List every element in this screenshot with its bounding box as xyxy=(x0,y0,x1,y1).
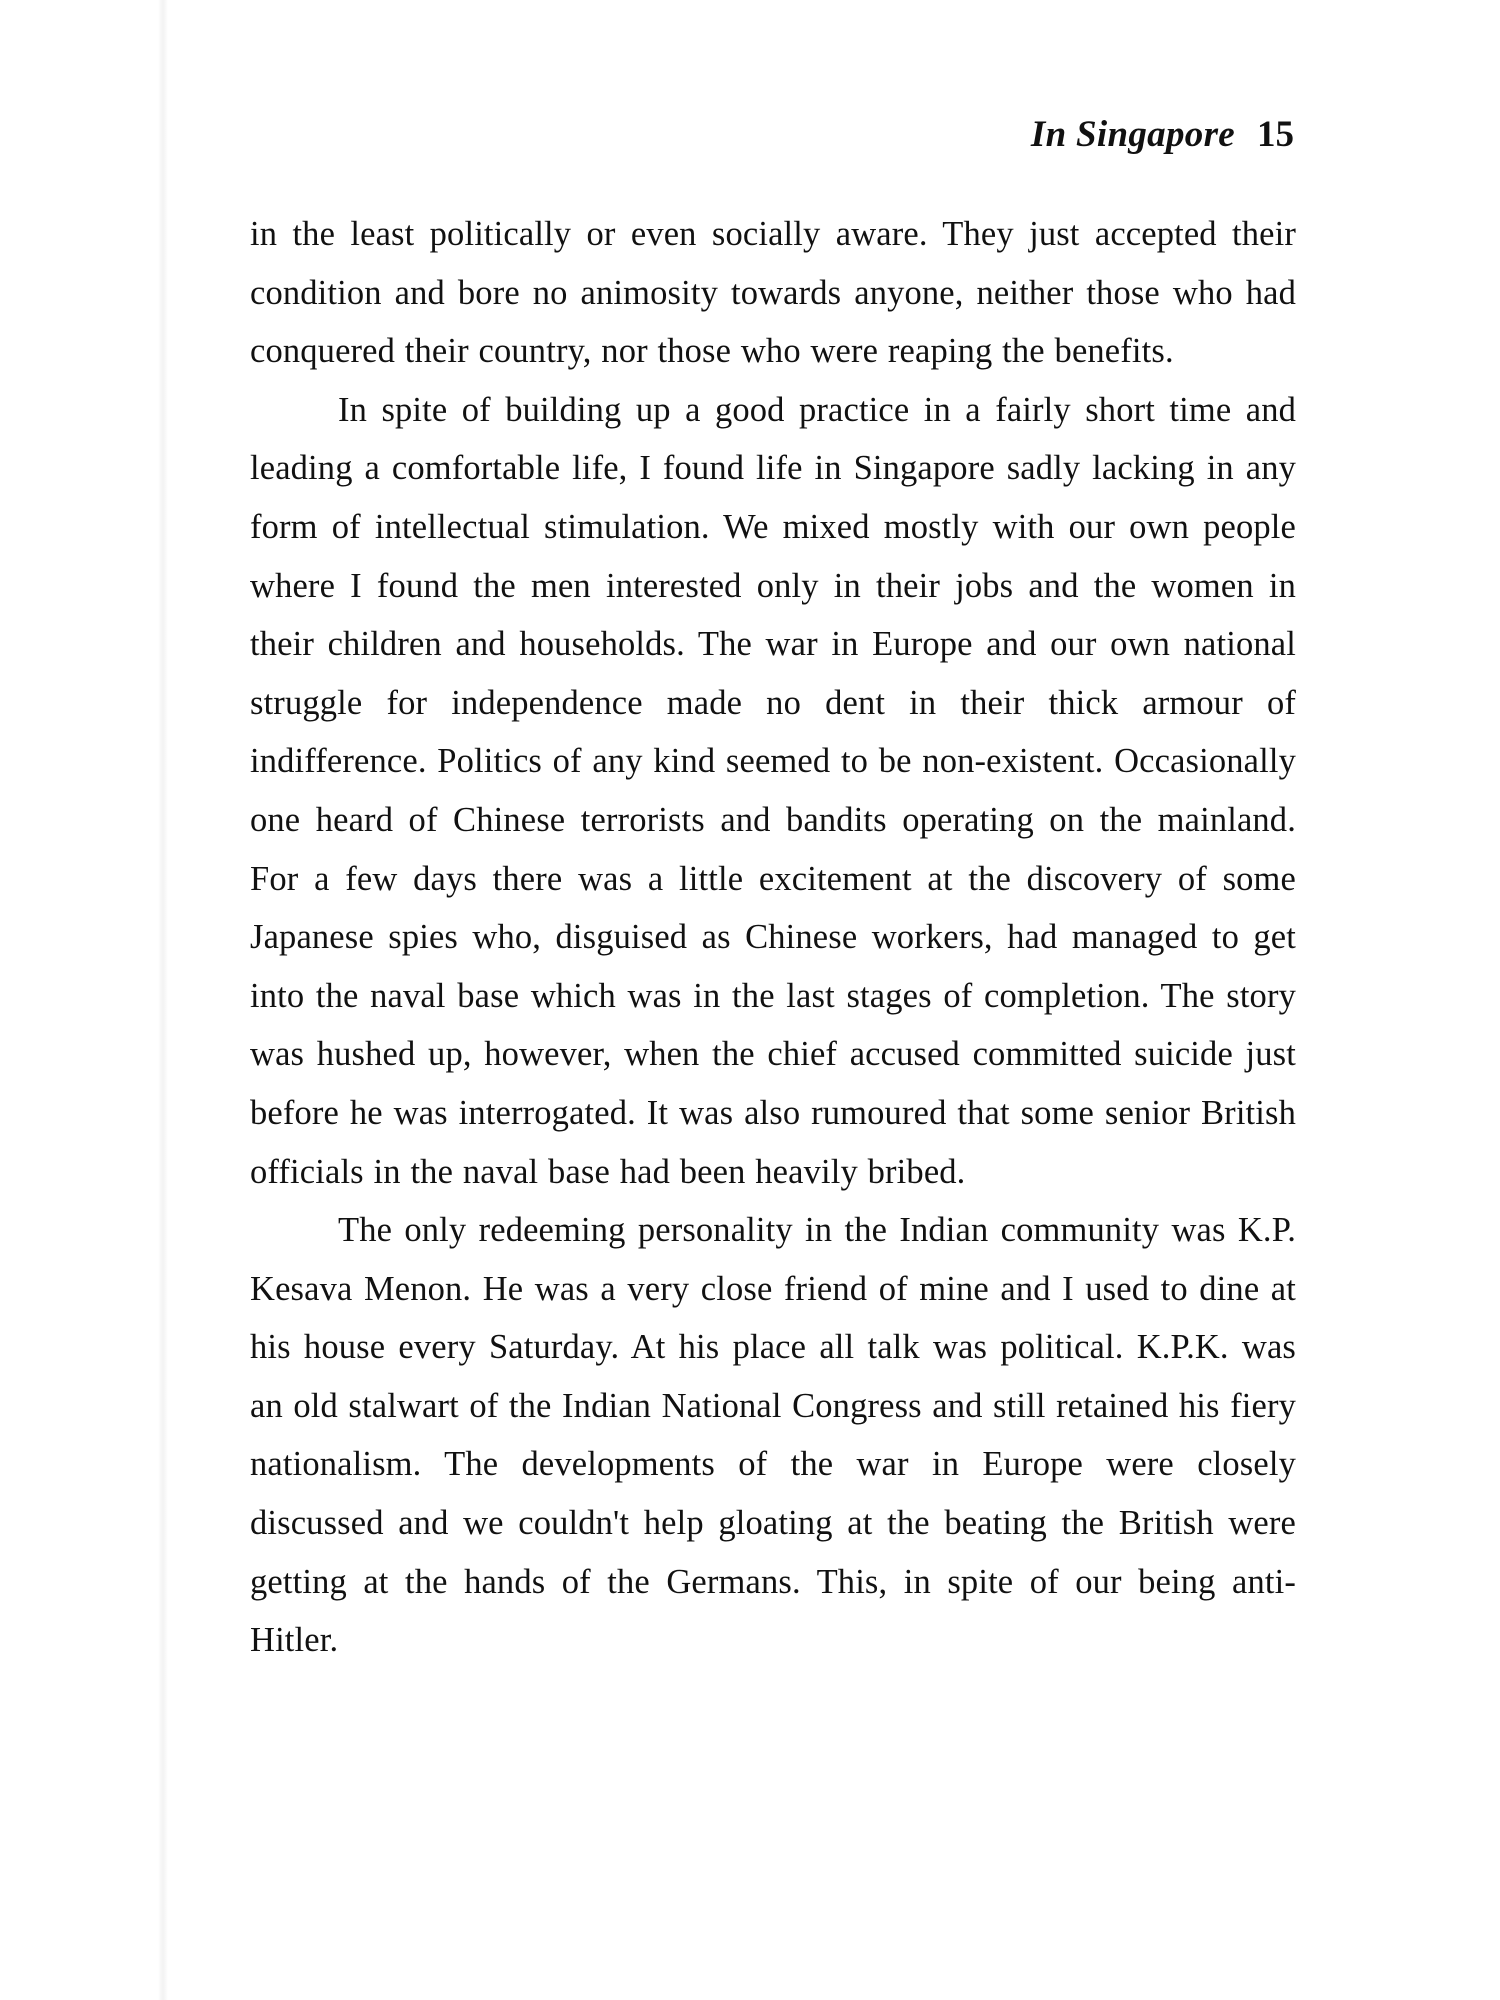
paragraph-1: in the least politically or even socially aware. They just accepted their condition and bore no animosity towards anyone, neither those who had conquered their country, nor those who were reaping the benefits. xyxy=(250,215,1296,371)
paragraph-3: The only redeeming personality in the Indian community was K.P. Kesava Menon. He was a very close friend of mine and I used to dine at his house every Saturday. At his place all talk was political. K.P.K. was an old stalwart of the Indian National Congress and still retained his fiery nationalism. The developments of the war in Europe were closely discussed and we couldn't help gloating at the beating the British were getting at the hands of the Germans. This, in spite of our being anti-Hitler. xyxy=(250,1211,1296,1660)
page-gutter-shadow xyxy=(158,0,168,2000)
body-text xyxy=(250,205,1296,1670)
paragraph-2: In spite of building up a good practice in a fairly short time and leading a comfortable life, I found life in Singapore sadly lacking in any form of intellectual stimulation. We mixed mostly with our own people where I found the men interested only in their jobs and the women in their children and households. The war in Europe and our own national struggle for independence made no dent in their thick armour of indifference. Politics of any kind seemed to be non-existent. Occasionally one heard of Chinese terrorists and bandits operating on the mainland. For a few days there was a little excitement at the discovery of some Japanese spies who, disguised as Chinese workers, had managed to get into the naval base which was in the last stages of completion. The story was hushed up, however, when the chief accused committed suicide just before he was interrogated. It was also rumoured that some senior British officials in the naval base had been heavily bribed. xyxy=(250,390,1296,1191)
page-number: 15 xyxy=(1257,114,1294,155)
chapter-title: In Singapore xyxy=(1030,114,1235,155)
running-header xyxy=(1031,112,1294,158)
